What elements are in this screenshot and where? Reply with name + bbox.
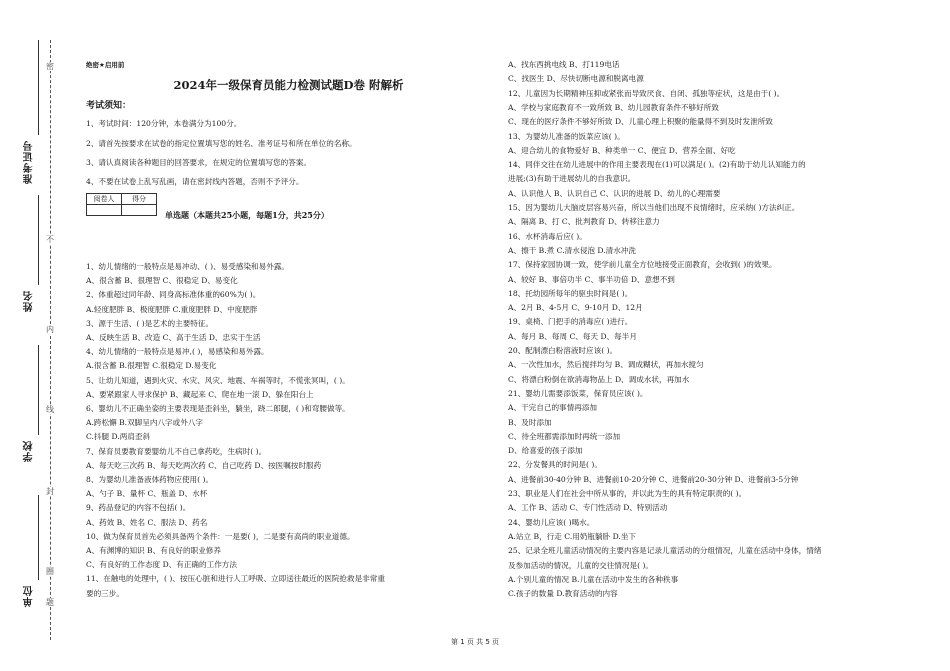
question-line: C、有良好的工作态度 D、有正确的工作方法 bbox=[86, 560, 237, 570]
question-line: A、有渊博的知识 B、有良好的职业修养 bbox=[86, 546, 221, 555]
seal-mark: 题 bbox=[46, 598, 54, 607]
question-line: 4、幼儿情绪的一般特点是易冲,( )，易感染和易外露。 bbox=[86, 347, 269, 357]
section-heading: 单选题（本题共25小题，每题1分，共25分） bbox=[165, 210, 329, 220]
seal-mark: 线 bbox=[46, 405, 54, 414]
question-line: A、一次性加水，然后搅拌均匀 B、调成糊状，再加水搅匀 bbox=[508, 360, 704, 370]
question-line: A、找东西挑电线 B、打119电话 bbox=[508, 60, 620, 69]
notice-item: 2、请首先按要求在试卷的指定位置填写您的姓名、准考证号和所在单位的名称。 bbox=[86, 139, 357, 148]
page-title: 2024年一级保育员能力检测试题D卷 附解析 bbox=[173, 78, 404, 92]
notice-item: 3、请认真阅读各种题目的回答要求，在规定的位置填写您的答案。 bbox=[86, 158, 312, 167]
question-line: A、迎合幼儿的食物爱好 B、种类单一 C、便宜 D、营养全面、好吃 bbox=[508, 145, 736, 155]
question-line: 11、在触电的处理中，( )、按压心脏和进行人工呼吸、立即送往最近的医院抢救是非常重 bbox=[86, 574, 385, 584]
grader-cell[interactable] bbox=[87, 205, 122, 216]
question-line: 1、幼儿情绪的一般特点是易冲动、( )、易受感染和易外露。 bbox=[86, 262, 290, 271]
question-line: A.轻度肥胖 B、极度肥胖 C.重度肥胖 D、中度肥胖 bbox=[86, 304, 258, 314]
question-line: 8、为婴幼儿准备液体药物应使用( )。 bbox=[86, 475, 214, 484]
question-line: 15、因为婴幼儿大脑皮层容易兴奋，所以当他们出现不良情绪时，应采纳( )方法纠正。 bbox=[508, 203, 800, 212]
notice-item: 1、考试时间：120分钟，本卷满分为100分。 bbox=[86, 119, 242, 128]
question-line: 17、保持家园协调一致，使学前儿童全方位地接受正面教育，会收到( )的效果。 bbox=[508, 260, 777, 270]
question-line: A、每月 B、每周 C、每天 D、每半月 bbox=[508, 331, 637, 341]
notice-heading: 考试须知： bbox=[86, 101, 132, 111]
question-line: A.站立 B，行走 C.用奶瓶躺卧 D.坐下 bbox=[508, 531, 637, 541]
question-line: A、工作 B、活动 C、专门性活动 D、特别活动 bbox=[508, 503, 668, 513]
question-line: A、认识他人 B、认识自己 C、认识的进展 D、幼儿的心理需要 bbox=[508, 188, 721, 198]
question-line: 3、源于生活、( )是艺术的主要特征。 bbox=[86, 318, 214, 328]
question-line: 6、婴幼儿不正确坐姿的主要表现是歪斜坐，躺坐，跷二郎腿，( )和弯腰做等。 bbox=[86, 404, 350, 413]
unit-label: 单位 bbox=[24, 585, 35, 607]
question-line: 19、桌椅、门把手的消毒应( )进行。 bbox=[508, 317, 633, 327]
question-line: 25、记录全班儿童活动情况的主要内容是记录儿童活动的分组情况，儿童在活动中身体，情绪 bbox=[508, 546, 822, 556]
question-line: 进展;(3)有助于进展幼儿的自我意识。 bbox=[508, 174, 636, 184]
question-line: A、勺子 B、量杯 C、瓶盖 D、水杯 bbox=[86, 489, 208, 499]
score-header: 得分 bbox=[122, 194, 157, 205]
question-line: C、现在的医疗条件不够好所致 D、儿童心理上积聚的能量得不到及时发泄所致 bbox=[508, 117, 773, 127]
binding-margin bbox=[0, 0, 72, 671]
question-line: 20、配制漂白粉溶液时应该( )。 bbox=[508, 346, 618, 355]
question-line: C.孩子的数量 D.教育活动的内容 bbox=[508, 589, 618, 599]
question-line: 23、职业是人们在社会中所从事的，并以此为生的具有特定职责的( )。 bbox=[508, 489, 747, 498]
name-line bbox=[38, 195, 39, 285]
grader-header: 阅卷人 bbox=[87, 194, 122, 205]
question-line: 7、保育员要教育要婴幼儿不自己拿药吃，生病时( )。 bbox=[86, 446, 267, 456]
question-line: 24、婴幼儿应该( )喝水。 bbox=[508, 517, 595, 527]
seal-mark: 内 bbox=[46, 325, 54, 334]
question-line: A、学校与家庭教育不一致所致 B、幼儿园教育条件不够好所致 bbox=[508, 102, 719, 112]
question-line: A、要紧跟家人寻求保护 B、藏起来 C、爬在地一滚 D、躲在阳台上 bbox=[86, 389, 314, 399]
question-line: 14、同伴交往在幼儿进展中的作用主要表现在(1)可以满足( )。(2)有助于幼儿认知能力的 bbox=[508, 160, 806, 170]
question-line: A、很含蓄 B、很理智 C、很稳定 D、易变化 bbox=[86, 276, 238, 286]
question-line: C.抖腿 D.两肩歪斜 bbox=[86, 432, 151, 442]
notice-item: 4、不要在试卷上乱写乱画，请在密封线内答题，否则不予评分。 bbox=[86, 177, 304, 186]
question-line: A.跨松懈 B.双脚呈内八字或外八字 bbox=[86, 418, 204, 428]
seal-mark: 圈 bbox=[46, 567, 54, 576]
question-line: A、每天吃三次药 B、每天吃两次药 C、自己吃药 D、按医嘱按时服药 bbox=[86, 460, 322, 470]
seal-mark: 不 bbox=[46, 235, 54, 244]
question-line: A.个别儿童的情况 B.儿童在活动中发生的各种秩事 bbox=[508, 574, 679, 584]
question-line: 要的三步。 bbox=[86, 588, 124, 598]
question-line: C、将漂白粉倒在欲消毒物品上 D、调成水状，再加水 bbox=[508, 374, 690, 384]
question-line: 13、为婴幼儿准备的饭菜应该( )。 bbox=[508, 131, 625, 141]
school-label: 学校 bbox=[24, 440, 35, 462]
question-line: A.很含蓄 B.很理智 C.很稳定 D.易变化 bbox=[86, 361, 217, 371]
question-line: C、找医生 D、尽快切断电源和脱离电源 bbox=[508, 74, 644, 84]
question-line: 10、做为保育员首先必须具备两个条件：一是要( )，二是要有高尚的职业道德。 bbox=[86, 531, 355, 541]
question-line: 5、让幼儿知道，遇到火灾、水灾、风灾、地震、车祸等时，不慌张冥叫，( )。 bbox=[86, 375, 350, 385]
score-cell[interactable] bbox=[122, 205, 157, 216]
question-line: D、给喜爱的孩子添加 bbox=[508, 446, 583, 456]
page-footer: 第 1 页 共 5 页 bbox=[450, 638, 500, 646]
school-line bbox=[38, 345, 39, 435]
question-line: 12、儿童因为长期精神压抑或紧张而导致厌食、自闭、孤独等症状，这是由于( )。 bbox=[508, 88, 785, 98]
question-line: A、干完自己的事情再添加 bbox=[508, 403, 598, 413]
question-line: C、待全班都需添加时再统一添加 bbox=[508, 431, 621, 441]
question-line: A、进餐前30-40分钟 B、进餐前10-20分钟 C、进餐前20-30分钟 D、进餐前3-5分钟 bbox=[508, 474, 799, 484]
question-line: A、擦干 B.煮 C.清水侵泡 D.清水冲洗 bbox=[508, 245, 637, 255]
secret-label: 绝密★启用前 bbox=[86, 61, 125, 69]
seal-dashed-line bbox=[50, 40, 51, 640]
exam-number-line bbox=[38, 40, 39, 135]
exam-number-label: 准考证号 bbox=[24, 140, 35, 184]
score-table bbox=[86, 193, 157, 216]
question-line: 22、分发餐具的时间是( )。 bbox=[508, 460, 602, 470]
question-line: 及参加活动的情况，儿童的交往情况是( )。 bbox=[508, 560, 654, 570]
name-label: 姓名 bbox=[24, 290, 35, 312]
question-line: 21、婴幼儿需要添饭菜，保育员应该( )。 bbox=[508, 388, 648, 398]
seal-mark: 密 bbox=[46, 62, 54, 71]
unit-line bbox=[38, 495, 39, 580]
question-line: B、及时添加 bbox=[508, 417, 552, 427]
question-line: A、药效 B、姓名 C、服法 D、药名 bbox=[86, 517, 208, 527]
question-line: 18、托幼园所每年的驱虫时间是( )。 bbox=[508, 288, 633, 298]
question-line: 9、药品登记的内容不包括( )。 bbox=[86, 503, 191, 513]
question-line: 2、体重超过同年龄、同身高标准体重的60%为( )。 bbox=[86, 290, 261, 300]
seal-mark: 封 bbox=[46, 487, 54, 496]
question-line: A、较好 B、事倍功半 C、事半功倍 D、意想不到 bbox=[508, 274, 675, 284]
question-line: A、2月 B、4-5月 C、9-10月 D、12月 bbox=[508, 303, 643, 313]
question-line: A、隔离 B、打 C、批判教育 D、转移注意力 bbox=[508, 217, 660, 227]
question-line: 16、水杯消毒后应( )。 bbox=[508, 231, 587, 241]
question-line: A、反映生活 B、改造 C、高于生活 D、忠实于生活 bbox=[86, 333, 261, 342]
